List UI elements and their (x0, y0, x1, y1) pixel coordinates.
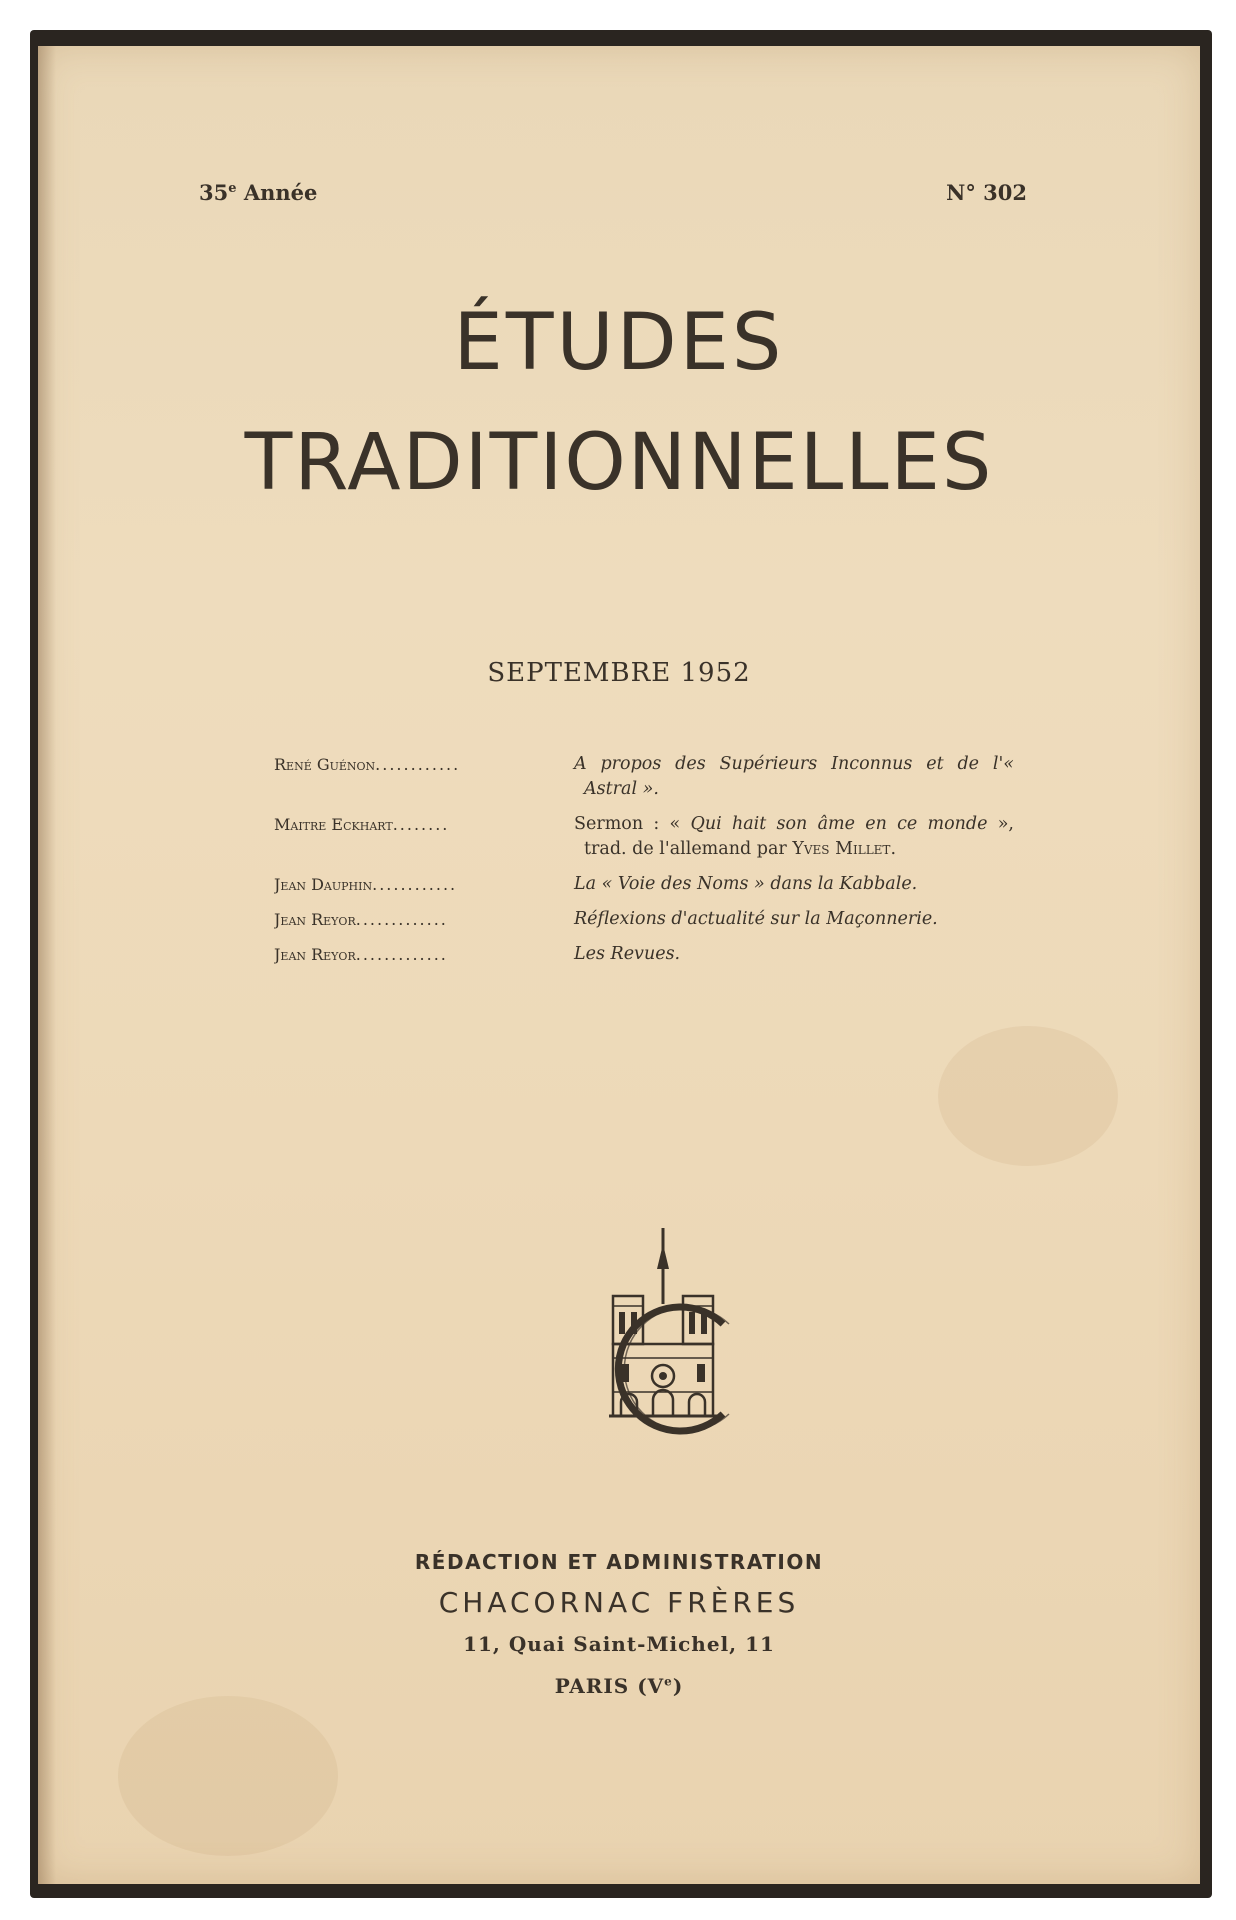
journal-cover (38, 46, 1200, 1884)
journal-title-line1: ÉTUDES (453, 298, 785, 388)
toc-article-title (574, 907, 1014, 932)
toc-title-part: Sermon : « (574, 814, 691, 834)
publisher-address: 11, Quai Saint-Michel, 11 (463, 1632, 775, 1656)
issue-date: SEPTEMBRE 1952 (487, 658, 751, 688)
toc-leader-dots: ........ (392, 815, 450, 834)
toc-author-name: Jean Reyor (274, 910, 356, 929)
toc-entry (274, 942, 1014, 967)
toc-title-part: Réflexions d'actualité sur la Maçonnerie. (574, 909, 938, 929)
publisher-name: CHACORNAC FRÈRES (438, 1586, 800, 1619)
toc-article-title (574, 812, 1014, 862)
toc-author-name: Jean Reyor (274, 945, 356, 964)
toc-title-part: Yves Millet (792, 839, 891, 859)
toc-entry (274, 907, 1014, 932)
toc-article-title (574, 872, 1014, 897)
toc-author (274, 872, 574, 897)
toc-title-part: », trad. de l'allemand par (584, 814, 1014, 859)
toc-title-part: La « Voie des Noms » dans la Kabbale. (574, 874, 918, 894)
toc-leader-dots: ............ (372, 875, 458, 894)
paper-stain (118, 1696, 338, 1856)
table-of-contents (274, 752, 1014, 977)
toc-author-name: Maitre Eckhart (274, 815, 393, 834)
toc-entry (274, 812, 1014, 862)
toc-title-part: Qui hait son âme en ce monde (690, 814, 988, 834)
toc-title-part: A propos des Supérieurs Inconnus et de l'« Astral ». (574, 754, 1014, 799)
journal-title-line2: TRADITIONNELLES (244, 418, 994, 508)
publisher-city: PARIS (Ve) (554, 1674, 684, 1698)
editorial-office-label: RÉDACTION ET ADMINISTRATION (414, 1550, 824, 1574)
toc-author (274, 752, 574, 802)
issue-number: N° 302 (946, 180, 1027, 205)
toc-entry (274, 752, 1014, 802)
toc-leader-dots: ............. (355, 945, 448, 964)
toc-author (274, 907, 574, 932)
toc-author (274, 942, 574, 967)
toc-leader-dots: ............ (375, 755, 461, 774)
toc-article-title (574, 752, 1014, 802)
toc-entry (274, 872, 1014, 897)
toc-author (274, 812, 574, 862)
notre-dame-cathedral-monogram-icon (573, 1224, 753, 1454)
toc-title-part: Les Revues. (574, 944, 681, 964)
toc-leader-dots: ............. (355, 910, 448, 929)
toc-article-title (574, 942, 1014, 967)
paper-stain (938, 1026, 1118, 1166)
toc-author-name: Jean Dauphin (274, 875, 373, 894)
toc-author-name: René Guénon (274, 755, 376, 774)
volume-year: 35e Année (199, 180, 318, 205)
toc-title-part: . (890, 839, 897, 859)
